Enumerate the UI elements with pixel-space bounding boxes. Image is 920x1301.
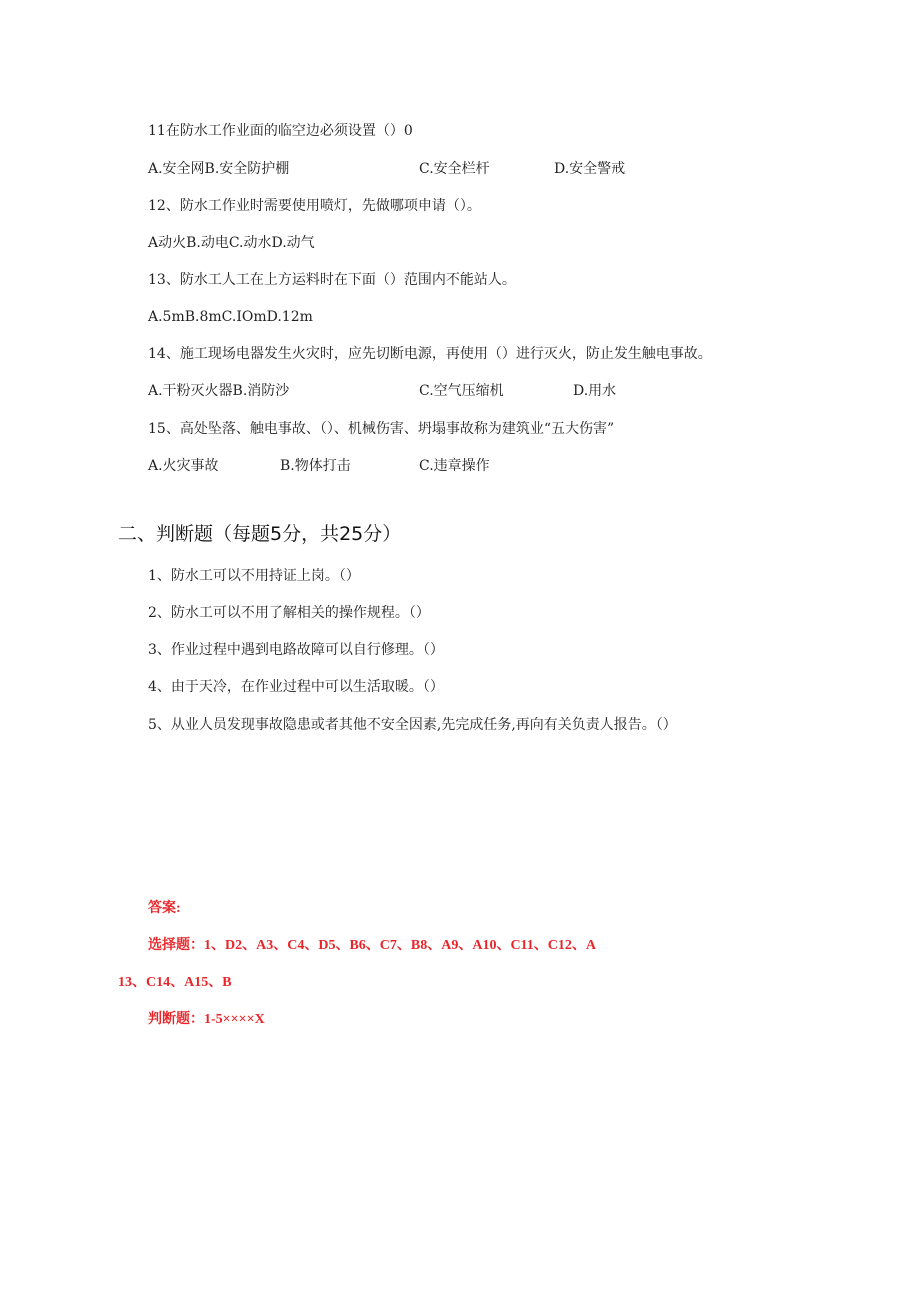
answer-heading: 答案: [148,901,181,916]
question-12-options [148,233,848,253]
question-12-stem: 12、防水工作业时需要使用喷灯，先做哪项申请（）。 [148,198,481,214]
option: A.火灾事故 [148,458,219,474]
option: A动火B.动电C.动水D.动气 [148,235,315,251]
judge-item-3: 3、作业过程中遇到电路故障可以自行修理。（） [148,642,444,658]
option: D.安全警戒 [554,161,626,177]
judge-item-2: 2、防水工可以不用了解相关的操作规程。（） [148,605,430,621]
option: C.违章操作 [419,458,490,474]
question-11-options [148,159,848,179]
option: B.物体打击 [280,458,351,474]
option: A.安全网B.安全防护棚 [148,161,290,177]
question-13-options [148,307,848,327]
question-13-stem: 13、防水工人工在上方运料时在下面（）范围内不能站人。 [148,272,516,288]
question-14-stem: 14、施工现场电器发生火灾时，应先切断电源，再使用（）进行灭火，防止发生触电事故。 [148,346,712,362]
question-14-options [148,381,848,401]
option: C.安全栏杆 [419,161,490,177]
question-11-stem: 11在防水工作业面的临空边必须设置（）0 [148,123,413,139]
option: D.用水 [573,383,617,399]
answer-choice-line-2: 13、C14、A15、B [118,975,232,990]
question-15-stem: 15、高处坠落、触电事故、（）、机械伤害、坍塌事故称为建筑业“五大伤害” [148,421,615,437]
judge-item-5: 5、从业人员发现事故隐患或者其他不安全因素,先完成任务,再向有关负责人报告。（） [148,717,677,733]
option: A.5mB.8mC.IOmD.12m [148,309,313,325]
section-title-judgement: 二、判断题（每题5分，共25分） [118,523,402,545]
answer-choice-line-1: 选择题：1、D2、A3、C4、D5、B6、C7、B8、A9、A10、C11、C12、A [148,938,597,953]
option: C.空气压缩机 [419,383,504,399]
option: A.干粉灭火器B.消防沙 [148,383,290,399]
answer-judge: 判断题：1-5××××X [148,1012,265,1027]
question-15-options [148,456,848,476]
judge-item-1: 1、防水工可以不用持证上岗。（） [148,568,360,584]
judge-item-4: 4、由于天冷，在作业过程中可以生活取暖。（） [148,679,444,695]
